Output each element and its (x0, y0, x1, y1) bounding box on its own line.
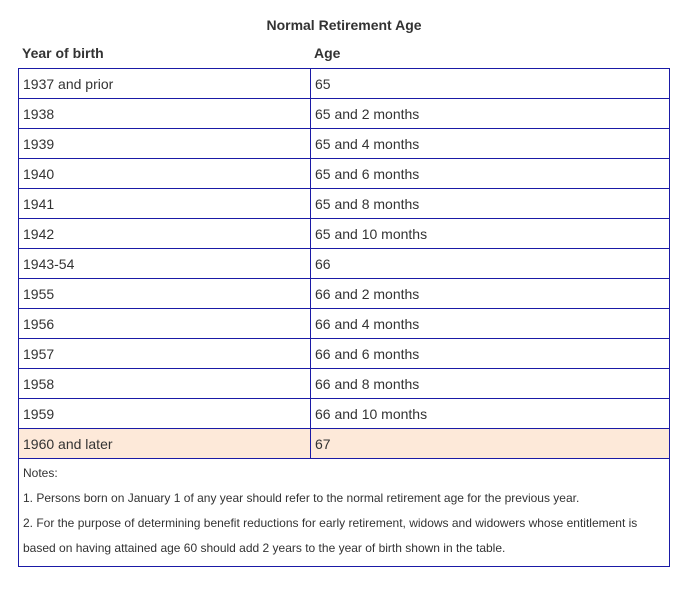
notes-row (19, 459, 670, 567)
age-cell: 66 (311, 249, 670, 279)
table-row (19, 309, 670, 339)
table-row (19, 339, 670, 369)
table-row (19, 159, 670, 189)
retirement-age-table (18, 68, 670, 567)
header-year-of-birth: Year of birth (22, 45, 104, 61)
age-cell: 66 and 2 months (311, 279, 670, 309)
year-cell: 1957 (19, 339, 311, 369)
note-2: 2. For the purpose of determining benefit reductions for early retirement, widows and widowers whose entitlement is based on having attained age 60 should add 2 years to the year of birth shown in the table. (23, 516, 638, 555)
age-cell: 65 and 2 months (311, 99, 670, 129)
notes-title: Notes: (23, 466, 58, 480)
notes-cell (19, 459, 670, 567)
table-row (19, 279, 670, 309)
year-cell: 1941 (19, 189, 311, 219)
year-cell: 1958 (19, 369, 311, 399)
age-cell: 66 and 6 months (311, 339, 670, 369)
age-cell: 66 and 10 months (311, 399, 670, 429)
age-cell: 65 and 10 months (311, 219, 670, 249)
table-row (19, 99, 670, 129)
table-row (19, 129, 670, 159)
year-cell: 1940 (19, 159, 311, 189)
year-cell: 1956 (19, 309, 311, 339)
note-1: 1. Persons born on January 1 of any year should refer to the normal retirement age for the previous year. (23, 491, 580, 505)
year-cell: 1938 (19, 99, 311, 129)
year-cell: 1959 (19, 399, 311, 429)
year-cell: 1955 (19, 279, 311, 309)
year-cell: 1942 (19, 219, 311, 249)
year-cell: 1943-54 (19, 249, 311, 279)
age-cell: 66 and 4 months (311, 309, 670, 339)
table-row (19, 189, 670, 219)
table-caption: Normal Retirement Age (266, 17, 422, 33)
age-cell: 65 and 4 months (311, 129, 670, 159)
year-cell: 1939 (19, 129, 311, 159)
age-cell: 67 (311, 429, 670, 459)
age-cell: 65 and 6 months (311, 159, 670, 189)
header-age: Age (314, 45, 341, 61)
table-row (19, 369, 670, 399)
table-row (19, 69, 670, 99)
year-cell: 1937 and prior (19, 69, 311, 99)
table-row (19, 249, 670, 279)
table-row-highlighted (19, 429, 670, 459)
table-header (0, 45, 680, 63)
year-cell: 1960 and later (19, 429, 311, 459)
age-cell: 66 and 8 months (311, 369, 670, 399)
table-row (19, 399, 670, 429)
age-cell: 65 (311, 69, 670, 99)
age-cell: 65 and 8 months (311, 189, 670, 219)
table-row (19, 219, 670, 249)
